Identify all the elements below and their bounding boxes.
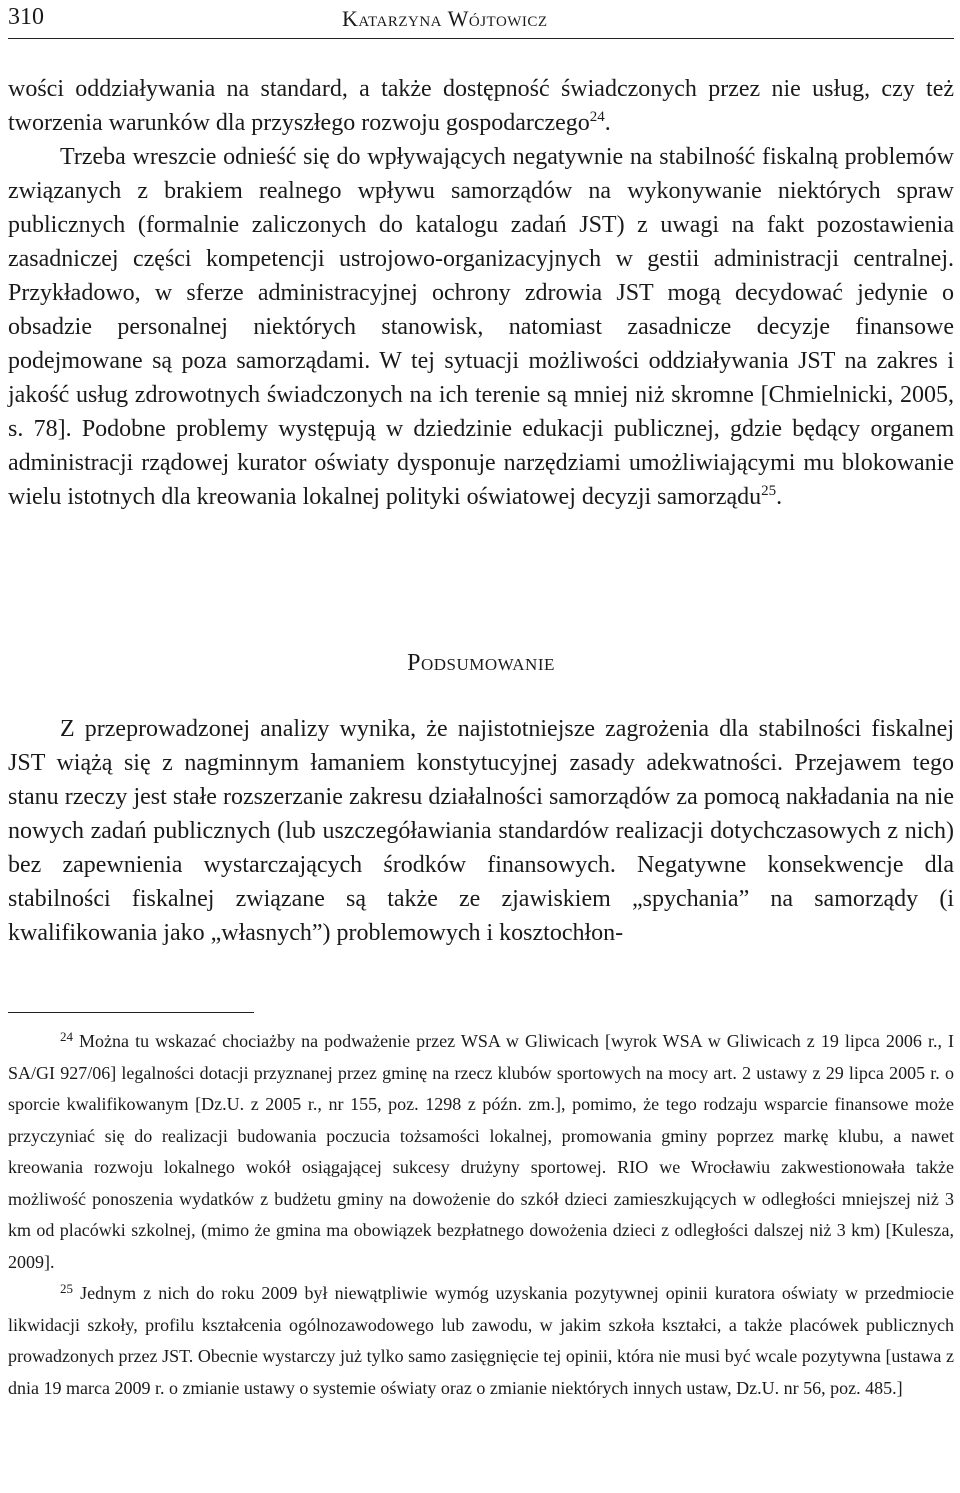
footnote-text: Jednym z nich do roku 2009 był niewątpliwie wymóg uzyskania pozytywnej opinii kuratora oświaty w przedmiocie likwidacji szkoły, profilu kształcenia ogólnozawodowego lub zawodu, w jakim szkoła kształci, a także placówek publicznych prowadzonych przez JST. Obecnie wystarczy już tylko samo zasięgnięcie tej opinii, która nie musi być wcale pozytywna [ustawa z dnia 19 marca 2009 r. o zmianie ustawy o systemie oświaty oraz o zmianie niektórych innych ustaw, Dz.U. nr 56, poz. 485.] — [8, 1283, 955, 1398]
paragraph-continued: wości oddziaływania na standard, a także dostępność świadczonych przez nie usług, czy też tworzenia warunków dla przyszłego rozwoju gospodarczego$^{24}$. — [8, 76, 954, 136]
page-number: 310 — [8, 4, 44, 30]
footnote-number: 24 — [60, 1029, 73, 1044]
footnote-24 — [8, 1026, 954, 1278]
paragraph: Z przeprowadzonej analizy wynika, że najistotniejsze zagrożenia dla stabilności fiskalnej JST wiążą się z nagminnym łamaniem konstytucyjnej zasady adekwatności. Przejawem tego stanu rzeczy jest stałe rozszerzanie zakresu działalności samorządów za pomocą nakładania na nie nowych zadań publicznych (lub uszczegóławiania standardów realizacji dotychczasowych z nich) bez zapewnienia wystarczających środków finansowych. Negatywne konsekwencje dla stabilności fiskalnej związane są także ze zjawiskiem „spychania” na samorządy (i kwalifikowania jako „własnych”) problemowych i kosztochłon- — [8, 716, 954, 946]
footnote-ref-24[interactable]: 24 — [589, 109, 605, 125]
section-heading: Podsumowanie — [407, 650, 555, 676]
footnote-number: 25 — [60, 1281, 73, 1296]
footnote-text: Można tu wskazać chociażby na podważenie przez WSA w Gliwicach [wyrok WSA w Gliwicach z 19 lipca 2006 r., I SA/GI 927/06] legalności dotacji przyznanej przez gminę na rzecz klubów sportowych na mocy art. 2 ustawy z 29 lipca 2005 r. o sporcie kwalifikowanym [Dz.U. z 2005 r., nr 155, poz. 1298 z późn. zm.], pomimo, że tego rodzaju wsparcie finansowe może przyczyniać się do realizacji budowania poczucia tożsamości lokalnej, promowania gminy poprzez markę klubu, a nawet kreowania rozwoju lokalnego wokół osiągającej sukcesy drużyny sportowej. RIO we Wrocławiu zakwestionowała także możliwość ponoszenia wydatków z budżetu gminy na dowożenie do szkół dzieci zamieszkujących w odległości mniejszej niż 3 km od placówki szkolnej, (mimo że gmina ma obowiązek bezpłatnego dowożenia dzieci z odległości dalszej niż 3 km) [Kulesza, 2009]. — [8, 1031, 954, 1272]
footnote-25 — [8, 1278, 954, 1404]
footnotes — [8, 1026, 954, 1404]
paragraph-text: wości oddziaływania na standard, a także dostępność świadczonych przez nie usług, czy też tworzenia warunków dla przyszłego rozwoju gospodarczego — [8, 76, 954, 136]
footnote-separator — [8, 1012, 254, 1013]
running-head: Katarzyna Wójtowicz — [342, 6, 548, 31]
conclusion-text — [8, 712, 954, 950]
paragraph-text: Trzeba wreszcie odnieść się do wpływających negatywnie na stabilność fiskalną problemów związanych z brakiem realnego wpływu samorządów na wykonywanie niektórych spraw publicznych (formalnie zaliczonych do katalogu zadań JST) z uwagi na fakt pozostawienia zasadniczej części kompetencji ustrojowo-organizacyjnych w gestii administracji centralnej. Przykładowo, w sferze administracyjnej ochrony zdrowia JST mogą decydować jedynie o obsadzie personalnej niektórych stanowisk, natomiast zasadnicze decyzje finansowe podejmowane są poza samorządami. W tej sytuacji możliwości oddziaływania JST na zakres i jakość usług zdrowotnych świadczonych na ich terenie są mniej niż skromne [Chmielnicki, 2005, s. 78]. Podobne problemy występują w dziedzinie edukacji publicznej, gdzie będący organem administracji rządowej kurator oświaty dysponuje narzędziami umożliwiającymi mu blokowanie wielu istotnych dla kreowania lokalnej polityki oświatowej decyzji samorządu — [8, 144, 954, 510]
paragraph: Trzeba wreszcie odnieść się do wpływających negatywnie na stabilność fiskalną problemów związanych z brakiem realnego wpływu samorządów na wykonywanie niektórych spraw publicznych (formalnie zaliczonych do katalogu zadań JST) z uwagi na fakt pozostawienia zasadniczej części kompetencji ustrojowo-organizacyjnych w gestii administracji centralnej. Przykładowo, w sferze administracyjnej ochrony zdrowia JST mogą decydować jedynie o obsadzie personalnej niektórych stanowisk, natomiast zasadnicze decyzje finansowe podejmowane są poza samorządami. W tej sytuacji możliwości oddziaływania JST na zakres i jakość usług zdrowotnych świadczonych na ich terenie są mniej niż skromne [Chmielnicki, 2005, s. 78]. Podobne problemy występują w dziedzinie edukacji publicznej, gdzie będący organem administracji rządowej kurator oświaty dysponuje narzędziami umożliwiającymi mu blokowanie wielu istotnych dla kreowania lokalnej polityki oświatowej decyzji samorządu$^{25}$. — [8, 144, 954, 510]
footnote-ref-25[interactable]: 25 — [761, 483, 777, 499]
body-text — [8, 72, 954, 514]
page-header — [8, 4, 954, 39]
